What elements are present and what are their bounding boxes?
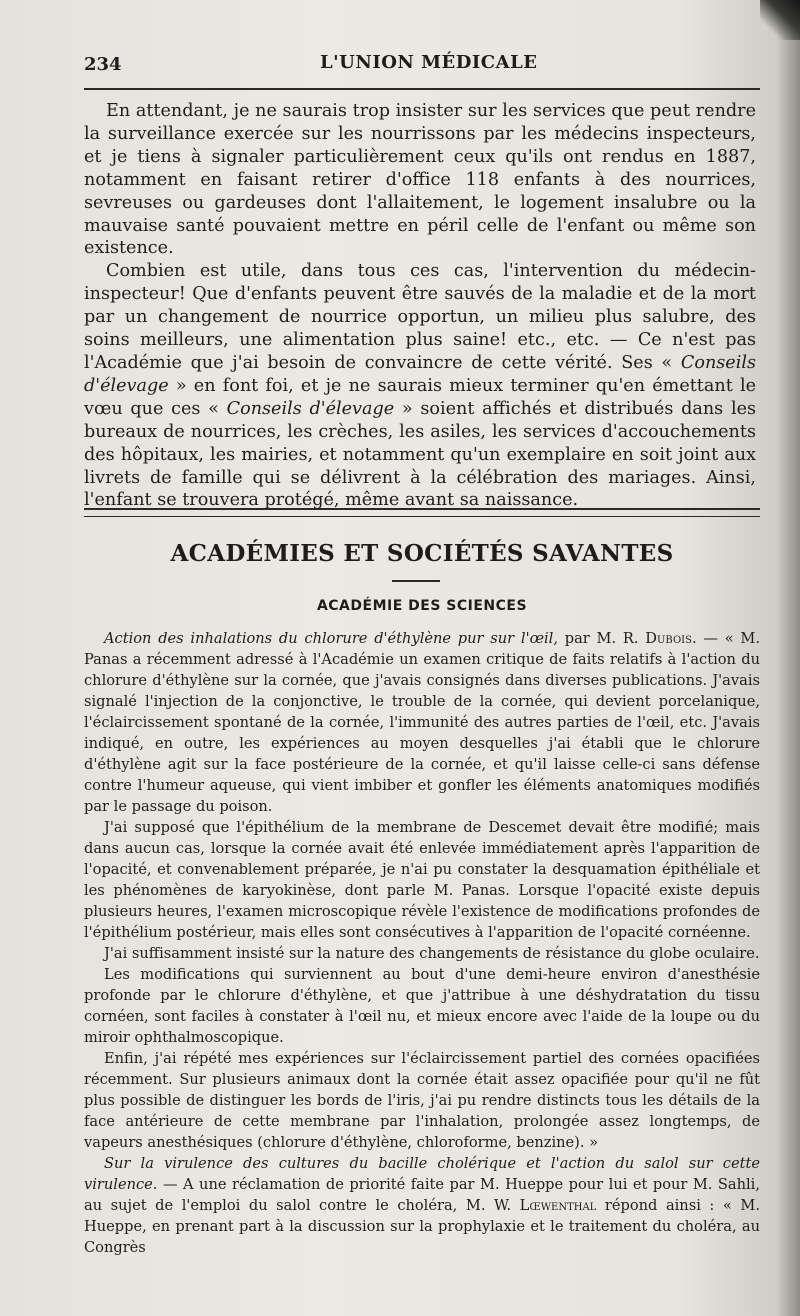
text-run: » en font foi, et je ne saurais mieux terminer qu'en émettant le vœu que ces «	[84, 375, 756, 419]
paragraph	[84, 628, 760, 817]
text-run: Combien est utile, dans tous ces cas, l'intervention du médecin-inspecteur! Que d'enfants peuvent être sauvés de la maladie et de la mort par un changement de nourrice opportun, un milieu plus salubre, des soins meilleurs, une alimentation plus saine! etc., etc. — Ce n'est pas l'Académie que j'ai besoin de convaincre de cette vérité. Ses «	[84, 261, 756, 373]
text-run: par M. R.	[558, 630, 646, 647]
paragraph: J'ai suffisamment insisté sur la nature des changements de résistance du globe oculaire.	[104, 945, 760, 962]
author-name: Lœwenthal	[519, 1197, 597, 1214]
paragraph	[84, 1153, 760, 1258]
italic-run: Conseils d'élevage	[84, 352, 756, 396]
paragraph: Enfin, j'ai répété mes expériences sur l'éclaircissement partiel des cornées opacifiées récemment. Sur plusieurs animaux dont la cornée était assez opacifiée pour qu'il ne fût plus possible de distinguer les bords de l'iris, j'ai pu rendre distincts tous les détails de la face antérieure de cette membrane par l'inhalation, prolongée assez longtemps, de vapeurs anesthésiques (chlorure d'éthylène, chloroforme, benzine). »	[84, 1050, 760, 1151]
text-run: répond ainsi : « M. Hueppe, en prenant part à la discussion sur la prophylaxie et le traitement du choléra, au Congrès	[84, 1197, 760, 1256]
running-header	[84, 48, 760, 90]
paragraph	[84, 260, 756, 512]
paragraph: J'ai supposé que l'épithélium de la membrane de Descemet devait être modifié; mais dans aucun cas, lorsque la cornée avait été enlevée immédiatement après l'apparition de l'opacité, et convenablement préparée, je n'ai pu constater la desquamation épithéliale et les phénomènes de karyokinèse, dont parle M. Panas. Lorsque l'opacité existe depuis plusieurs heures, l'examen microscopique révèle l'existence de modifications profondes de l'épithélium postérieur, mais elles sont consécutives à l'apparition de l'opacité cornéenne.	[84, 819, 760, 941]
page-corner-shadow	[760, 0, 800, 40]
section-divider	[84, 508, 760, 517]
italic-run: Conseils d'élevage	[226, 398, 395, 419]
section-title: ACADÉMIES ET SOCIÉTÉS SAVANTES	[170, 540, 674, 567]
page-number: 234	[84, 54, 122, 75]
text-run: » soient affichés et distribués dans les bureaux de nourrices, les crèches, les asiles, les services d'accouchements des hôpitaux, les mairies, et notamment qu'un exemplaire en soit joint aux livrets de famille qui se délivrent à la célébration des mariages. Ainsi, l'enfant se trouvera protégé, même avant sa naissance.	[84, 398, 757, 511]
paragraph: Les modifications qui surviennent au bout d'une demi-heure environ d'anesthésie profonde par le chlorure d'éthylène, et que j'attribue à une déshydratation du tissu cornéen, sont faciles à constater à l'œil nu, et mieux encore avec l'aide de la loupe ou du miroir ophthalmoscopique.	[84, 966, 760, 1046]
subsection-title: ACADÉMIE DES SCIENCES	[316, 598, 528, 614]
author-name: Dubois	[645, 630, 692, 647]
article-text	[84, 628, 760, 1258]
title-rule	[392, 580, 440, 582]
text-run: — A une réclamation de priorité faite par M. Hueppe pour lui et pour M. Sahli, au sujet de l'emploi du salol contre le choléra, M. W.	[84, 1176, 760, 1214]
main-text	[84, 100, 756, 512]
text-run: . — « M. Panas a récemment adressé à l'Académie un examen critique de faits relatifs à l'action du chlorure d'éthylène sur la cornée, que j'avais consignés dans diverses publications. J'avais signalé l'injection de la conjonctive, le trouble de la cornée, qui devient porcelanique, l'éclaircissement spontané de la cornée, l'immunité des autres parties de l'œil, etc. J'avais indiqué, en outre, les expériences au moyen desquelles j'ai établi que le chlorure d'éthylène agit sur la face postérieure de la cornée, et qu'il laisse celle-ci sans défense contre l'humeur aqueuse, qui vient imbiber et gonfler les éléments anatomiques modifiés par le passage du poison.	[84, 630, 760, 815]
article-title: Action des inhalations du chlorure d'éthylène pur sur l'œil,	[104, 630, 558, 647]
article-title: Sur la virulence des cultures du bacille cholérique et l'action du salol sur cette virulence.	[84, 1155, 760, 1193]
journal-title: L'UNION MÉDICALE	[320, 52, 538, 73]
paragraph: En attendant, je ne saurais trop insister sur les services que peut rendre la surveillance exercée sur les nourrissons par les médecins inspecteurs, et je tiens à signaler particulièrement ceux qu'ils ont rendus en 1887, notamment en faisant retirer d'office 118 enfants à des nourrices, sevreuses ou gardeuses dont l'allaitement, le logement insalubre ou la mauvaise santé pouvaient mettre en péril celle de l'enfant ou même son existence.	[84, 101, 756, 259]
